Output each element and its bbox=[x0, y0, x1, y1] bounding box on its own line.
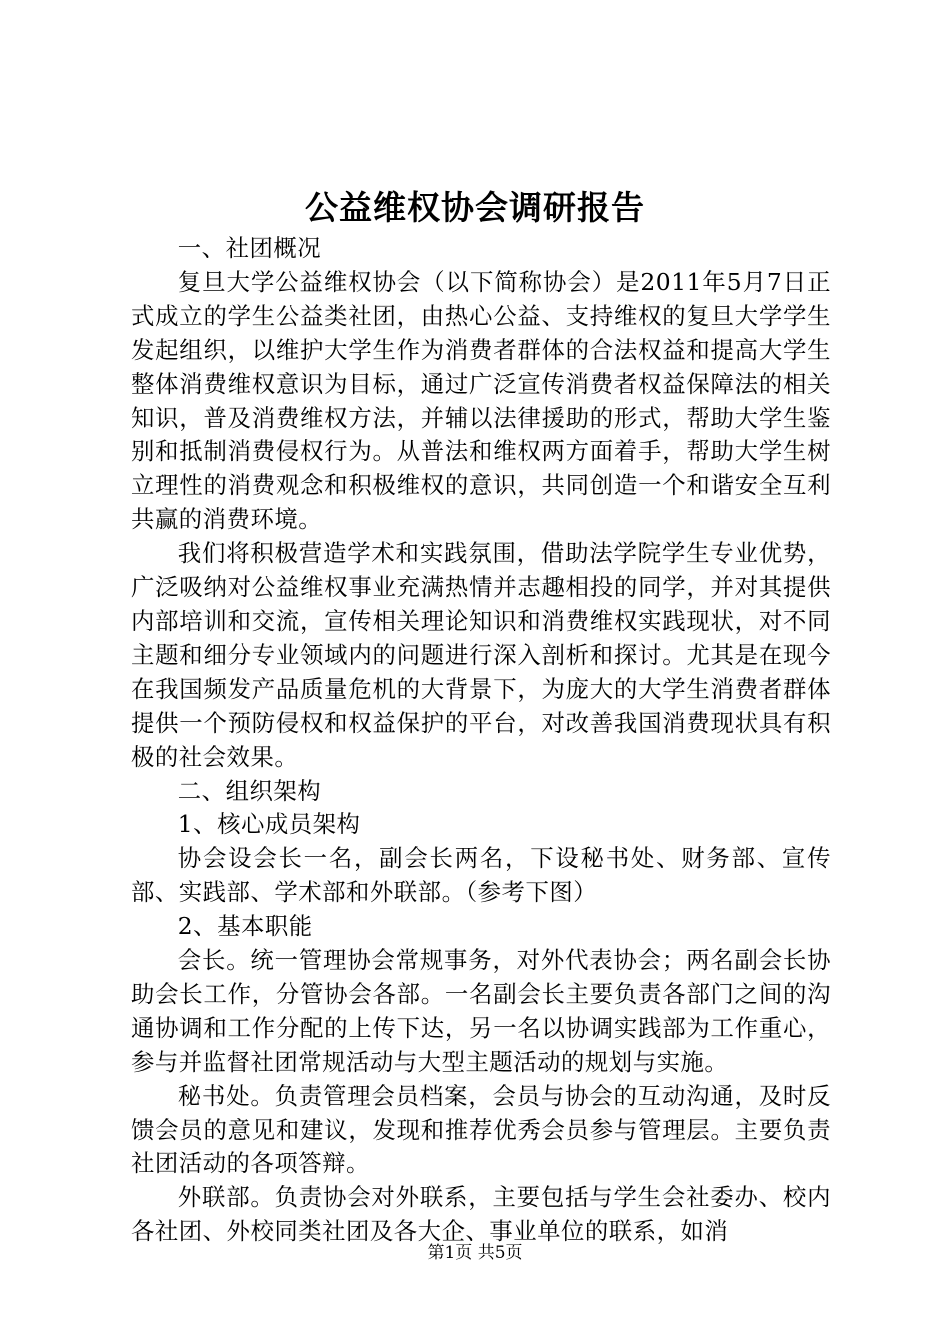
paragraph-overview-2: 我们将积极营造学术和实践氛围，借助法学院学生专业优势，广泛吸纳对公益维权事业充满热情并志趣相投的同学，并对其提供内部培训和交流，宣传相关理论知识和消费维权实践现状，对不同主题和细分专业领域内的问题进行深入剖析和探讨。尤其是在现今在我国频发产品质量危机的大背景下，为庞大的大学生消费者群体提供一个预防侵权和权益保护的平台，对改善我国消费现状具有积极的社会效果。 bbox=[131, 539, 831, 771]
section-heading-structure: 二、组织架构 bbox=[177, 776, 322, 805]
paragraph-core-members: 协会设会长一名，副会长两名，下设秘书处、财务部、宣传部、实践部、学术部和外联部。（参考下图） bbox=[131, 844, 831, 907]
document-title: 公益维权协会调研报告 bbox=[305, 188, 645, 227]
section-heading-overview: 一、社团概况 bbox=[177, 234, 322, 262]
subheading-core-members: 1、核心成员架构 bbox=[177, 810, 361, 839]
page-number: 第1页 共5页 bbox=[427, 1243, 523, 1263]
paragraph-overview-1: 复旦大学公益维权协会（以下简称协会）是2011年5月7日正式成立的学生公益类社团，由热心公益、支持维权的复旦大学学生发起组织，以维护大学生作为消费者群体的合法权益和提高大学生整体消费维权意识为目标，通过广泛宣传消费者权益保障法的相关知识，普及消费维权方法，并辅以法律援助的形式，帮助大学生鉴别和抵制消费侵权行为。从普法和维权两方面着手，帮助大学生树立理性的消费观念和积极维权的意识，共同创造一个和谐安全互利共赢的消费环境。 bbox=[131, 267, 831, 534]
paragraph-president: 会长。统一管理协会常规事务，对外代表协会；两名副会长协助会长工作，分管协会各部。一名副会长主要负责各部门之间的沟通协调和工作分配的上传下达，另一名以协调实践部为工作重心，参与并监督社团常规活动与大型主题活动的规划与实施。 bbox=[131, 946, 831, 1076]
document-body bbox=[131, 232, 831, 1249]
paragraph-external-relations: 外联部。负责协会对外联系，主要包括与学生会社委办、校内各社团、外校同类社团及各大企、事业单位的联系，如消 bbox=[131, 1183, 831, 1246]
paragraph-secretariat: 秘书处。负责管理会员档案，会员与协会的互动沟通，及时反馈会员的意见和建议，发现和推荐优秀会员参与管理层。主要负责社团活动的各项答辩。 bbox=[131, 1081, 831, 1178]
subheading-functions: 2、基本职能 bbox=[177, 912, 313, 941]
